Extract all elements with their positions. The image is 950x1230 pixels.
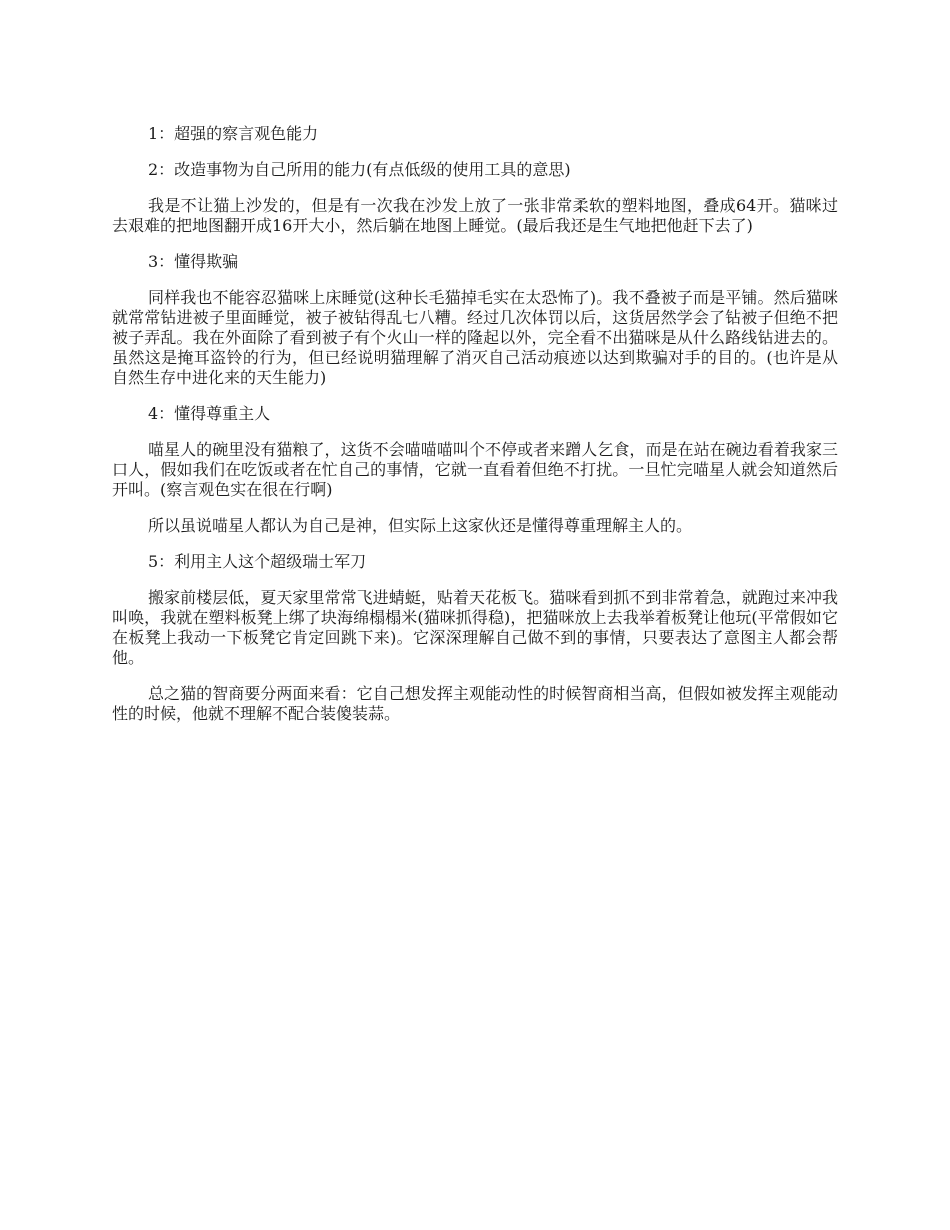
section-heading-1: 1：超强的察言观色能力 — [148, 124, 319, 143]
section-heading-5: 5：利用主人这个超级瑞士军刀 — [148, 552, 367, 571]
body-paragraph-sofa-map: 我是不让猫上沙发的，但是有一次我在沙发上放了一张非常柔软的塑料地图，叠成64开。猫咪过去艰难的把地图翻开成16开大小，然后躺在地图上睡觉。(最后我还是生气地把他赶下去了) — [112, 196, 838, 235]
section-heading-2: 2：改造事物为自己所用的能力(有点低级的使用工具的意思) — [148, 160, 571, 179]
body-paragraph-blanket: 同样我也不能容忍猫咪上床睡觉(这种长毛猫掉毛实在太恐怖了)。我不叠被子而是平铺。然后猫咪就常常钻进被子里面睡觉，被子被钻得乱七八糟。经过几次体罚以后，这货居然学会了钻被子但绝不把被子弄乱。我在外面除了看到被子有个火山一样的隆起以外，完全看不出猫咪是从什么路线钻进去的。虽然这是掩耳盗铃的行为，但已经说明猫理解了消灭自己活动痕迹以达到欺骗对手的目的。(也许是从自然生存中进化来的天生能力) — [112, 288, 838, 387]
body-paragraph-respect: 所以虽说喵星人都认为自己是神，但实际上这家伙还是懂得尊重理解主人的。 — [148, 516, 693, 535]
body-paragraph-conclusion: 总之猫的智商要分两面来看：它自己想发挥主观能动性的时候智商相当高，但假如被发挥主观能动性的时候，他就不理解不配合装傻装蒜。 — [112, 684, 838, 723]
document-body — [112, 124, 838, 740]
body-paragraph-dragonfly: 搬家前楼层低，夏天家里常常飞进蜻蜓，贴着天花板飞。猫咪看到抓不到非常着急，就跑过来冲我叫唤，我就在塑料板凳上绑了块海绵榻榻米(猫咪抓得稳)，把猫咪放上去我举着板凳让他玩(平常假如它在板凳上我动一下板凳它肯定回跳下来)。它深深理解自己做不到的事情，只要表达了意图主人都会帮他。 — [112, 588, 838, 667]
section-heading-3: 3：懂得欺骗 — [148, 252, 239, 271]
body-paragraph-food-bowl: 喵星人的碗里没有猫粮了，这货不会喵喵喵叫个不停或者来蹭人乞食，而是在站在碗边看着我家三口人，假如我们在吃饭或者在忙自己的事情，它就一直看着但绝不打扰。一旦忙完喵星人就会知道然后开叫。(察言观色实在很在行啊) — [112, 440, 838, 499]
section-heading-4: 4：懂得尊重主人 — [148, 404, 271, 423]
